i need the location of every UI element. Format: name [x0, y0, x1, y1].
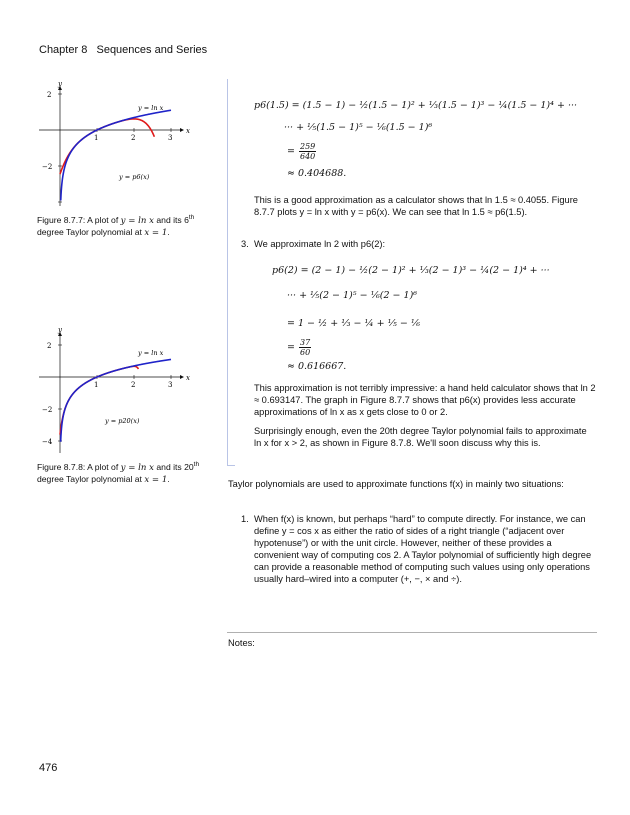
taylor-curve-label: y = p6(x) [119, 173, 150, 181]
x-tick-3: 3 [168, 134, 173, 142]
fraction [299, 142, 316, 161]
figure-8-7-7-caption [37, 212, 207, 239]
x-tick-3: 3 [168, 381, 173, 389]
paragraph-good-approximation: This is a good approximation as a calculator shows that ln 1.5 ≈ 0.4055. Figure 8.7.7 plots y = ln x with y = p6(x). We can see that ln 1.5 ≈ p6(1.5). [254, 195, 578, 217]
notes-divider [227, 632, 597, 633]
caption-text: . [167, 226, 170, 237]
y-tick-neg2: −2 [42, 163, 53, 171]
caption-math: y = ln x [120, 215, 154, 226]
caption-math: y = ln x [120, 462, 154, 473]
equation-p6-1-5-line1: p6(1.5) = (1.5 − 1) − ½(1.5 − 1)² + ⅓(1.5 − 1)³ − ¼(1.5 − 1)⁴ + ··· [254, 100, 578, 111]
equation-p6-1-5-line3: = $\frac{259}{640}$ [287, 142, 316, 161]
x-tick-1: 1 [94, 134, 99, 142]
figure-8-7-7-plot [35, 82, 190, 212]
list-item-text: When f(x) is known, but perhaps “hard” to compute directly. For instance, we can define y = cos x as either the ratio of sides of a right triangle (“adjacent over hypotenuse”) or with the unit circle. However, neither of these provides a convenient way of computing cos 2. A Taylor polynomial of sufficiently high degree can provide a reasonable method of computing such values using only operations usually hard–wired into a computer (+, −, × and ÷). [254, 514, 592, 584]
caption-superscript: th [193, 461, 200, 468]
x-axis-arrow [180, 128, 184, 132]
fraction [299, 338, 311, 357]
y-tick-2: 2 [47, 342, 52, 350]
running-header [39, 44, 207, 56]
list-item-text: We approximate ln 2 with p6(2): [254, 239, 386, 249]
y-tick-neg4: −4 [42, 438, 53, 446]
page-number: 476 [39, 762, 58, 774]
chapter-title: Sequences and Series [96, 44, 208, 56]
paragraph-taylor-uses: Taylor polynomials are used to approximate functions f(x) in mainly two situations: [228, 479, 564, 489]
equation-p6-2-line1: p6(2) = (2 − 1) − ½(2 − 1)² + ⅓(2 − 1)³ − ¼(2 − 1)⁴ + ··· [272, 265, 550, 276]
numerator: 259 [299, 142, 316, 151]
x-axis-label: x [186, 374, 190, 382]
list-item-number: 1. [241, 514, 249, 524]
equation-p6-2-line3: = 1 − ½ + ⅓ − ¼ + ⅕ − ⅙ [287, 318, 421, 329]
chapter-number: Chapter 8 [39, 44, 88, 56]
list-item-number: 3. [241, 239, 249, 249]
denominator: 640 [299, 152, 316, 161]
x-axis-label: x [186, 127, 190, 135]
caption-superscript: th [188, 214, 195, 221]
figure-8-7-8-caption [37, 459, 207, 486]
margin-separator [227, 79, 228, 465]
ln-curve [61, 359, 171, 441]
x-tick-2: 2 [131, 381, 136, 389]
paragraph-not-impressive: This approximation is not terribly impressive: a hand held calculator shows that ln 2 ≈ 0.693147. The graph in Figure 8.7.7 shows that p6(x) provides less accurate approximations of ln x as x gets close to 0 or 2. [254, 383, 596, 417]
equation-p6-1-5-line2: ··· + ⅕(1.5 − 1)⁵ − ⅙(1.5 − 1)⁶ [284, 122, 433, 133]
denominator: 60 [299, 348, 311, 357]
paragraph-surprisingly: Surprisingly enough, even the 20th degree Taylor polynomial fails to approximate ln x for x > 2, as shown in Figure 8.7.8. We'll soon discuss why this is. [254, 426, 587, 448]
margin-separator-foot [227, 465, 235, 466]
caption-math: x = 1 [144, 227, 168, 238]
equation-p6-2-line4: = $\frac{37}{60}$ [287, 338, 311, 357]
y-axis-label: y [58, 326, 62, 334]
caption-text: degree Taylor polynomial at [37, 473, 145, 484]
y-axis-label: y [58, 82, 62, 88]
x-tick-1: 1 [94, 381, 99, 389]
caption-text: Figure 8.7.8: A plot of [37, 461, 121, 472]
ln-curve-label: y = ln x [138, 349, 164, 357]
taylor-curve-label: y = p20(x) [105, 417, 140, 425]
numerator: 37 [299, 338, 311, 347]
caption-text: degree Taylor polynomial at [37, 226, 145, 237]
caption-text: Figure 8.7.7: A plot of [37, 214, 121, 225]
y-tick-2: 2 [47, 91, 52, 99]
equation-p6-1-5-line4: ≈ 0.404688. [287, 168, 347, 179]
x-tick-2: 2 [131, 134, 136, 142]
figure-8-7-8-plot [35, 326, 190, 456]
ln-curve-label: y = ln x [138, 104, 164, 112]
equation-p6-2-line5: ≈ 0.616667. [287, 361, 347, 372]
ln-curve [61, 110, 171, 200]
caption-text: . [167, 473, 170, 484]
caption-text: and its 6 [154, 214, 189, 225]
y-tick-neg2: −2 [42, 406, 53, 414]
x-axis-arrow [180, 375, 184, 379]
notes-label: Notes: [228, 638, 255, 648]
equation-p6-2-line2: ··· + ⅕(2 − 1)⁵ − ⅙(2 − 1)⁶ [287, 290, 418, 301]
caption-text: and its 20 [154, 461, 194, 472]
caption-math: x = 1 [144, 474, 168, 485]
